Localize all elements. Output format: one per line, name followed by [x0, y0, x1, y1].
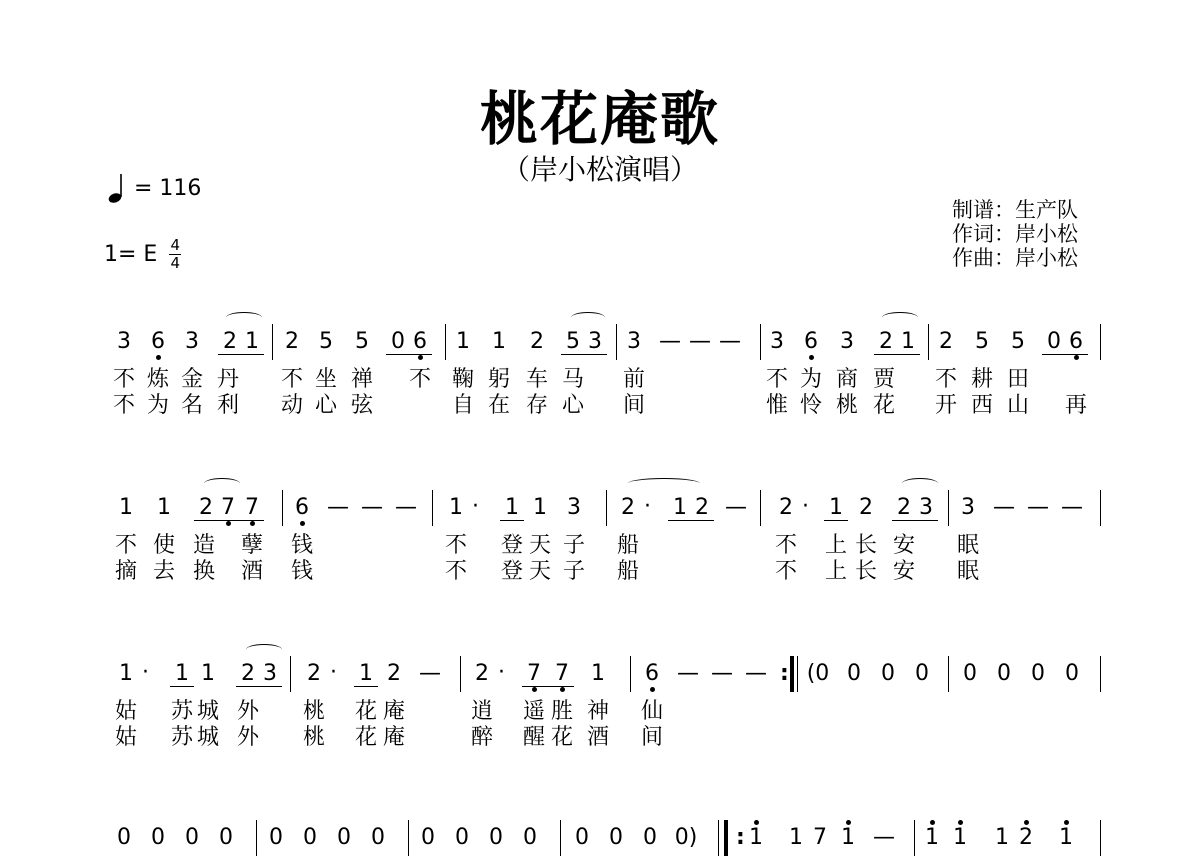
lyric-char: 眠: [956, 533, 979, 558]
lyric-char: 胜: [550, 699, 573, 724]
bar-line: [445, 324, 446, 360]
note-underline: [194, 520, 264, 521]
lyric-char: 不: [774, 559, 797, 584]
note-underline: [218, 354, 264, 355]
lyric-char: 长: [854, 533, 877, 558]
score-note: 6: [289, 495, 315, 521]
score-note: 0: [963, 661, 977, 686]
score-note: 3: [961, 495, 975, 520]
score-note: 1: [157, 495, 171, 520]
lyric-char: 醒: [522, 725, 545, 750]
lyric-char: 不: [112, 367, 135, 392]
bar-line: [408, 820, 409, 856]
bar-line: [760, 490, 761, 526]
lyric-char: 再: [1064, 393, 1087, 418]
note-underline: [386, 354, 432, 355]
time-top: 4: [170, 236, 181, 254]
note-underline: [824, 520, 848, 521]
score-note: 0: [303, 825, 317, 850]
score-note: 7: [549, 661, 575, 687]
score-note: 0: [523, 825, 537, 850]
lyric-char: 名: [180, 393, 203, 418]
score-note: 6: [639, 661, 665, 687]
lyric-char: 外: [236, 699, 259, 724]
score-note: 0: [881, 661, 895, 686]
lyric-char: 眠: [956, 559, 979, 584]
lyric-char: 造: [192, 533, 215, 558]
lyric-char: 金: [180, 367, 203, 392]
score-note: 0: [421, 825, 435, 850]
time-signature: [169, 238, 181, 271]
slur-arc: [628, 478, 700, 489]
lyric-char: 城: [196, 725, 219, 750]
lyric-char: 开: [934, 393, 957, 418]
score-note: 0: [997, 661, 1011, 686]
score-note: 7: [239, 495, 265, 521]
lyric-char: 天: [528, 533, 551, 558]
score-note: 2: [199, 495, 213, 520]
score-note: 0: [1031, 661, 1045, 686]
score-note: 0: [391, 329, 405, 354]
lyric-char: 遥: [522, 699, 545, 724]
score-note: 2: [285, 329, 299, 354]
score-note: 1: [175, 661, 189, 686]
score-note: 1: [492, 329, 506, 354]
lyric-char: 苏: [170, 725, 193, 750]
lyric-char: 孽: [240, 533, 263, 558]
bar-line: [290, 656, 291, 692]
lyric-char: 仙: [640, 699, 663, 724]
lyric-char: 钱: [290, 559, 313, 584]
bar-line: [1100, 324, 1101, 360]
score-note: 3: [263, 661, 277, 686]
lyric-char: 耕: [970, 367, 993, 392]
bar-line: [460, 656, 461, 692]
score-note: —: [1061, 495, 1083, 520]
lyric-char: 花: [872, 393, 895, 418]
lyric-char: 惟: [765, 393, 788, 418]
lyric-char: 不: [280, 367, 303, 392]
bar-line: [560, 820, 561, 856]
note-underline: [668, 520, 714, 521]
score-note: 3: [919, 495, 933, 520]
lyric-char: 不: [934, 367, 957, 392]
lyric-char: 上: [824, 533, 847, 558]
score-note: 0: [609, 825, 623, 850]
score-note: 1: [1053, 825, 1079, 851]
score-note: 2 ·: [773, 495, 799, 521]
lyric-char: 车: [525, 367, 548, 392]
bar-line: [272, 324, 273, 360]
lyric-char: 心: [561, 393, 584, 418]
score-note: 0: [371, 825, 385, 850]
note-underline: [892, 520, 938, 521]
score-note: 1: [201, 661, 215, 686]
score-note: 2: [223, 329, 237, 354]
bar-line: [630, 656, 631, 692]
score-note: 2 ·: [469, 661, 495, 687]
lyric-char: 长: [854, 559, 877, 584]
lyric-char: 动: [280, 393, 303, 418]
page-subtitle: （岸小松演唱）: [501, 153, 698, 186]
lyric-char: 船: [616, 559, 639, 584]
lyric-char: 酒: [586, 725, 609, 750]
bar-line: [606, 490, 607, 526]
bar-line: [760, 324, 761, 360]
lyric-char: 弦: [350, 393, 373, 418]
note-underline: [1042, 354, 1088, 355]
score-note: —: [361, 495, 383, 520]
score-note: 1: [919, 825, 945, 851]
score-note: 6: [798, 329, 824, 355]
lyric-char: 换: [192, 559, 215, 584]
score-note: —: [745, 661, 767, 686]
lyric-char: 为: [799, 367, 822, 392]
score-note: 6: [1063, 329, 1089, 355]
score-note: 5: [975, 329, 989, 354]
score-note: —: [689, 329, 711, 354]
lyric-char: 安: [892, 533, 915, 558]
score-note: 0: [455, 825, 469, 850]
note-underline: [500, 520, 524, 521]
lyric-char: 间: [622, 393, 645, 418]
lyric-char: 子: [562, 559, 585, 584]
score-note: 2: [859, 495, 873, 520]
lyric-char: 外: [236, 725, 259, 750]
lyric-char: 花: [354, 699, 377, 724]
repeat-dots: :: [780, 661, 789, 686]
score-note: 3: [627, 329, 641, 354]
score-note: 3: [185, 329, 199, 354]
lyric-char: 为: [146, 393, 169, 418]
score-note: (0: [806, 661, 830, 686]
score-note: 1: [591, 661, 605, 686]
score-note: —: [873, 825, 895, 850]
score-note: 1: [995, 825, 1009, 850]
score-note: 1: [119, 495, 133, 520]
time-bottom: 4: [170, 254, 181, 272]
score-note: 0: [575, 825, 589, 850]
score-note: —: [327, 495, 349, 520]
score-note: 5: [319, 329, 333, 354]
lyric-char: 桃: [302, 725, 325, 750]
bar-line: [616, 324, 617, 360]
score-note: 0: [151, 825, 165, 850]
tempo-marking: [108, 172, 201, 204]
lyric-char: 庵: [382, 725, 405, 750]
score-note: 1: [835, 825, 861, 851]
bar-line: [718, 820, 719, 856]
slur-arc: [571, 312, 605, 323]
lyric-char: 逍: [470, 699, 493, 724]
score-note: 6: [145, 329, 171, 355]
slur-arc: [204, 478, 240, 489]
score-note: 1: [245, 329, 259, 354]
lyric-char: 丹: [216, 367, 239, 392]
score-note: 2 ·: [615, 495, 641, 521]
score-note: 0: [117, 825, 131, 850]
score-note: 0: [1065, 661, 1079, 686]
note-underline: [522, 686, 574, 687]
score-note: 3: [588, 329, 602, 354]
credit-lyricist: 作词：岸小松: [952, 222, 1078, 246]
note-underline: [170, 686, 194, 687]
lyric-char: 姑: [114, 725, 137, 750]
score-note: 7: [521, 661, 547, 687]
lyric-char: 山: [1006, 393, 1029, 418]
repeat-bar-line: [790, 656, 794, 692]
score-note: 2: [939, 329, 953, 354]
note-underline: [874, 354, 920, 355]
lyric-char: 花: [354, 725, 377, 750]
lyric-char: 炼: [146, 367, 169, 392]
lyric-char: 不: [112, 393, 135, 418]
lyric-char: 安: [892, 559, 915, 584]
bar-line: [432, 490, 433, 526]
score-note: 6: [407, 329, 433, 355]
bar-line: [948, 490, 949, 526]
score-note: 1: [829, 495, 843, 520]
lyric-char: 禅: [350, 367, 373, 392]
lyric-char: 城: [196, 699, 219, 724]
score-note: 1: [789, 825, 803, 850]
score-note: 2: [530, 329, 544, 354]
score-note: —: [677, 661, 699, 686]
score-note: 7: [813, 825, 827, 850]
lyric-char: 不: [774, 533, 797, 558]
score-note: 2 ·: [301, 661, 327, 687]
bar-line: [928, 324, 929, 360]
credit-composer: 作曲：岸小松: [952, 246, 1078, 270]
score-note: 1: [947, 825, 973, 851]
score-note: 0: [185, 825, 199, 850]
score-note: 1: [359, 661, 373, 686]
lyric-char: 西: [970, 393, 993, 418]
score-note: —: [719, 329, 741, 354]
lyric-char: 商: [835, 367, 858, 392]
lyric-char: 去: [152, 559, 175, 584]
score-note: 1 ·: [113, 661, 139, 687]
score-note: 1: [673, 495, 687, 520]
lyric-char: 鞠: [451, 367, 474, 392]
page-title: 桃花庵歌: [479, 85, 720, 153]
lyric-char: 心: [314, 393, 337, 418]
lyric-char: 钱: [290, 533, 313, 558]
score-note: 1: [505, 495, 519, 520]
lyric-char: 神: [586, 699, 609, 724]
score-note: 1: [533, 495, 547, 520]
lyric-char: 苏: [170, 699, 193, 724]
slur-arc: [226, 312, 262, 323]
lyric-char: 姑: [114, 699, 137, 724]
key-signature: [104, 238, 181, 271]
score-note: 0: [337, 825, 351, 850]
lyric-char: 醉: [470, 725, 493, 750]
score-note: 3: [117, 329, 131, 354]
score-note: —: [395, 495, 417, 520]
lyric-char: 贾: [872, 367, 895, 392]
note-underline: [236, 686, 282, 687]
score-note: 2: [241, 661, 255, 686]
lyric-char: 不: [765, 367, 788, 392]
score-note: 5: [566, 329, 580, 354]
note-underline: [561, 354, 607, 355]
score-note: 0: [915, 661, 929, 686]
score-note: 0: [847, 661, 861, 686]
lyric-char: 不: [444, 559, 467, 584]
score-note: 0: [489, 825, 503, 850]
bar-line: [256, 820, 257, 856]
bar-line: [797, 656, 798, 692]
lyric-char: 上: [824, 559, 847, 584]
lyric-char: 登: [500, 533, 523, 558]
score-note: —: [993, 495, 1015, 520]
score-note: 0: [219, 825, 233, 850]
bar-line: [1100, 490, 1101, 526]
lyric-char: 存: [525, 393, 548, 418]
lyric-char: 自: [451, 393, 474, 418]
score-note: 3: [840, 329, 854, 354]
lyric-char: 前: [622, 367, 645, 392]
score-note: 2: [879, 329, 893, 354]
lyric-char: 怜: [799, 393, 822, 418]
lyric-char: 登: [500, 559, 523, 584]
score-note: —: [711, 661, 733, 686]
slur-arc: [902, 478, 938, 489]
lyric-char: 庵: [382, 699, 405, 724]
score-note: 7: [215, 495, 241, 521]
score-note: —: [725, 495, 747, 520]
lyric-char: 花: [550, 725, 573, 750]
score-note: 1: [901, 329, 915, 354]
credits: [952, 198, 1078, 270]
lyric-char: 在: [487, 393, 510, 418]
lyric-char: 使: [152, 533, 175, 558]
lyric-char: 子: [562, 533, 585, 558]
repeat-bar-line: [724, 820, 728, 856]
bar-line: [948, 656, 949, 692]
score-note: 0: [643, 825, 657, 850]
lyric-char: 船: [616, 533, 639, 558]
bar-line: [1100, 656, 1101, 692]
lyric-char: 间: [640, 725, 663, 750]
lyric-char: 酒: [240, 559, 263, 584]
slur-arc: [882, 312, 918, 323]
score-note: 5: [355, 329, 369, 354]
key-text: 1= E: [104, 242, 158, 267]
bar-line: [914, 820, 915, 856]
lyric-char: 桃: [302, 699, 325, 724]
tempo-value: = 116: [134, 175, 202, 201]
slur-arc: [246, 644, 282, 655]
score-note: —: [659, 329, 681, 354]
lyric-char: 摘: [114, 559, 137, 584]
lyric-char: 利: [216, 393, 239, 418]
score-note: 1: [456, 329, 470, 354]
note-underline: [354, 686, 378, 687]
lyric-char: 不: [114, 533, 137, 558]
lyric-char: 马: [561, 367, 584, 392]
score-note: 2: [387, 661, 401, 686]
score-note: —: [419, 661, 441, 686]
credit-arranger: 制谱：生产队: [952, 198, 1078, 222]
score-note: 1: [743, 825, 769, 851]
score-note: 3: [770, 329, 784, 354]
quarter-note-icon: [108, 172, 124, 204]
lyric-char: 不: [444, 533, 467, 558]
repeat-dots: :: [736, 825, 745, 850]
score-note: 2: [897, 495, 911, 520]
bar-line: [1100, 820, 1101, 856]
score-note: —: [1027, 495, 1049, 520]
lyric-char: 不: [408, 367, 431, 392]
score-note: 0: [1047, 329, 1061, 354]
score-note: 1 ·: [443, 495, 469, 521]
score-note: 5: [1011, 329, 1025, 354]
lyric-char: 田: [1006, 367, 1029, 392]
score-note: 0): [674, 825, 698, 850]
lyric-char: 躬: [487, 367, 510, 392]
lyric-char: 坐: [314, 367, 337, 392]
lyric-char: 桃: [835, 393, 858, 418]
bar-line: [282, 490, 283, 526]
lyric-char: 天: [528, 559, 551, 584]
score-note: 3: [567, 495, 581, 520]
score-note: 2: [1013, 825, 1039, 851]
score-note: 2: [695, 495, 709, 520]
score-note: 0: [269, 825, 283, 850]
